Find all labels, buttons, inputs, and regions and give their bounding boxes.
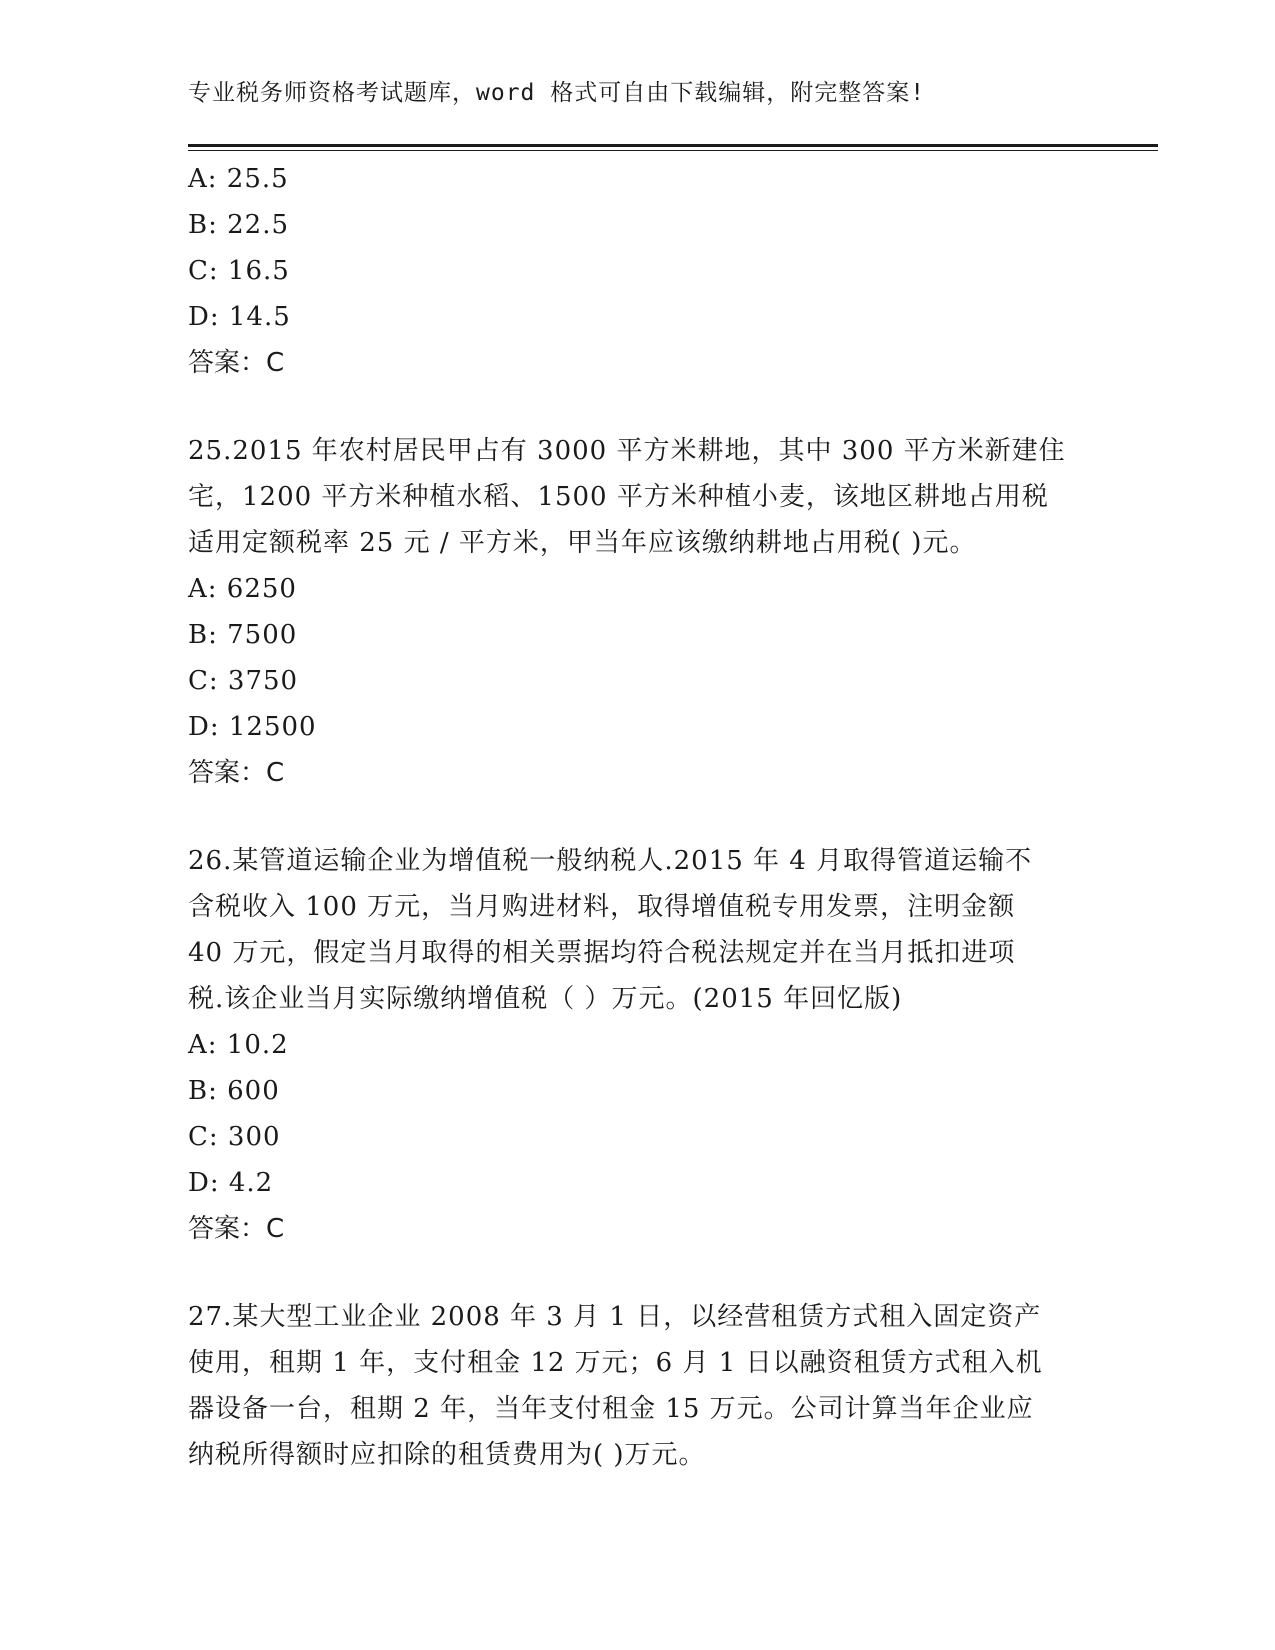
option-b: B: 7500	[188, 620, 298, 650]
header-rule-thin	[188, 150, 1158, 151]
option-a: A: 25.5	[188, 164, 289, 194]
option-d: D: 4.2	[188, 1168, 274, 1198]
question-26	[188, 838, 1088, 1252]
page-header: 专业税务师资格考试题库，word 格式可自由下载编辑，附完整答案!	[188, 80, 926, 106]
option-d: D: 12500	[188, 712, 317, 742]
option-c: C: 16.5	[188, 256, 290, 286]
question-stem-line: 使用，租期 1 年，支付租金 12 万元；6 月 1 日以融资租赁方式租入机	[188, 1348, 1043, 1378]
answer-line: 答案：C	[188, 348, 285, 378]
question-stem-line: 税.该企业当月实际缴纳增值税（ ）万元。(2015 年回忆版)	[188, 984, 903, 1014]
question-stem-line: 25.2015 年农村居民甲占有 3000 平方米耕地，其中 300 平方米新建住	[188, 436, 1066, 466]
question-stem-line: 26.某管道运输企业为增值税一般纳税人.2015 年 4 月取得管道运输不	[188, 846, 1033, 876]
answer-line: 答案：C	[188, 1214, 285, 1244]
document-body	[188, 156, 1088, 1478]
option-a: A: 10.2	[188, 1030, 289, 1060]
question-27	[188, 1294, 1088, 1478]
question-stem-line: 含税收入 100 万元，当月购进材料，取得增值税专用发票，注明金额	[188, 892, 1016, 922]
option-a: A: 6250	[188, 574, 297, 604]
question-25	[188, 428, 1088, 796]
question-stem-line: 纳税所得额时应扣除的租赁费用为( )万元。	[188, 1440, 706, 1470]
answer-line: 答案：C	[188, 758, 285, 788]
prev-question-options	[188, 156, 1088, 340]
header-rule-thick	[188, 144, 1158, 147]
question-stem-line: 27.某大型工业企业 2008 年 3 月 1 日，以经营租赁方式租入固定资产	[188, 1302, 1042, 1332]
question-stem-line: 40 万元，假定当月取得的相关票据均符合税法规定并在当月抵扣进项	[188, 938, 1016, 968]
option-c: C: 300	[188, 1122, 281, 1152]
question-stem-line: 适用定额税率 25 元 / 平方米，甲当年应该缴纳耕地占用税( )元。	[188, 528, 977, 558]
option-b: B: 22.5	[188, 210, 290, 240]
option-d: D: 14.5	[188, 302, 291, 332]
option-c: C: 3750	[188, 666, 299, 696]
question-stem-line: 宅，1200 平方米种植水稻、1500 平方米种植小麦，该地区耕地占用税	[188, 482, 1049, 512]
option-b: B: 600	[188, 1076, 280, 1106]
question-stem-line: 器设备一台，租期 2 年，当年支付租金 15 万元。公司计算当年企业应	[188, 1394, 1034, 1424]
